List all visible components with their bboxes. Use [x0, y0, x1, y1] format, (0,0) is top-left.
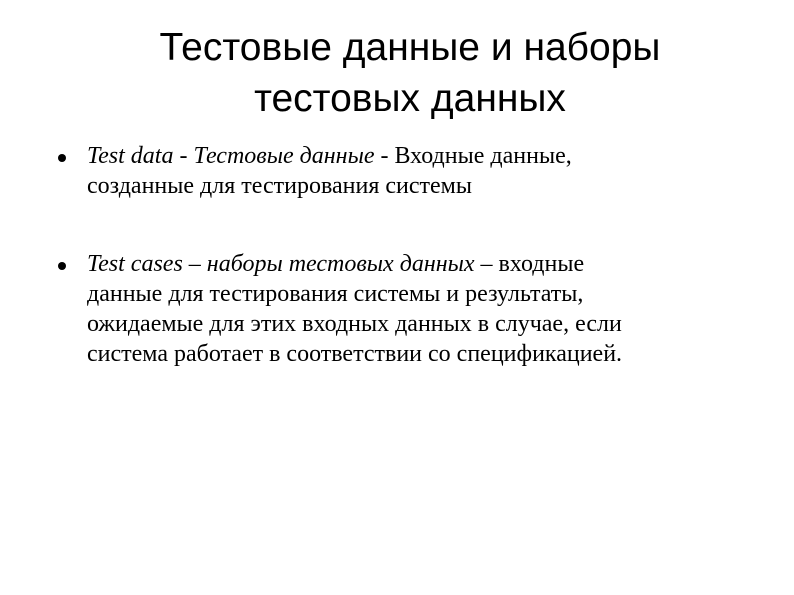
bullet-dot-icon — [58, 262, 66, 270]
bullet-line: созданные для тестирования системы — [87, 173, 472, 199]
term-english: Test data — [87, 143, 174, 169]
bullet-text — [87, 249, 727, 369]
separator: – — [182, 251, 207, 277]
separator: - — [374, 143, 395, 169]
bullet-line — [87, 249, 727, 279]
slide-title-line-1: Тестовые данные и наборы — [159, 26, 661, 69]
bullet-line: ожидаемые для этих входных данных в случае, если — [87, 311, 622, 337]
term-english: Test cases — [87, 251, 183, 277]
bullet-line: данные для тестирования системы и результаты, — [87, 281, 584, 307]
bullet-line — [87, 141, 727, 171]
slide-title-line-2: тестовых данных — [254, 77, 566, 120]
definition-text: входные — [498, 251, 585, 277]
separator: – — [474, 251, 499, 277]
bullet-dot-icon — [58, 154, 66, 162]
term-russian: Тестовые данные — [193, 143, 375, 169]
slide-title — [100, 22, 720, 124]
bullet-text — [87, 141, 727, 201]
separator: - — [173, 143, 194, 169]
term-russian: наборы тестовых данных — [206, 251, 475, 277]
bullet-line: система работает в соответствии со спецификацией. — [87, 341, 623, 367]
definition-text: Входные данные, — [394, 143, 572, 169]
